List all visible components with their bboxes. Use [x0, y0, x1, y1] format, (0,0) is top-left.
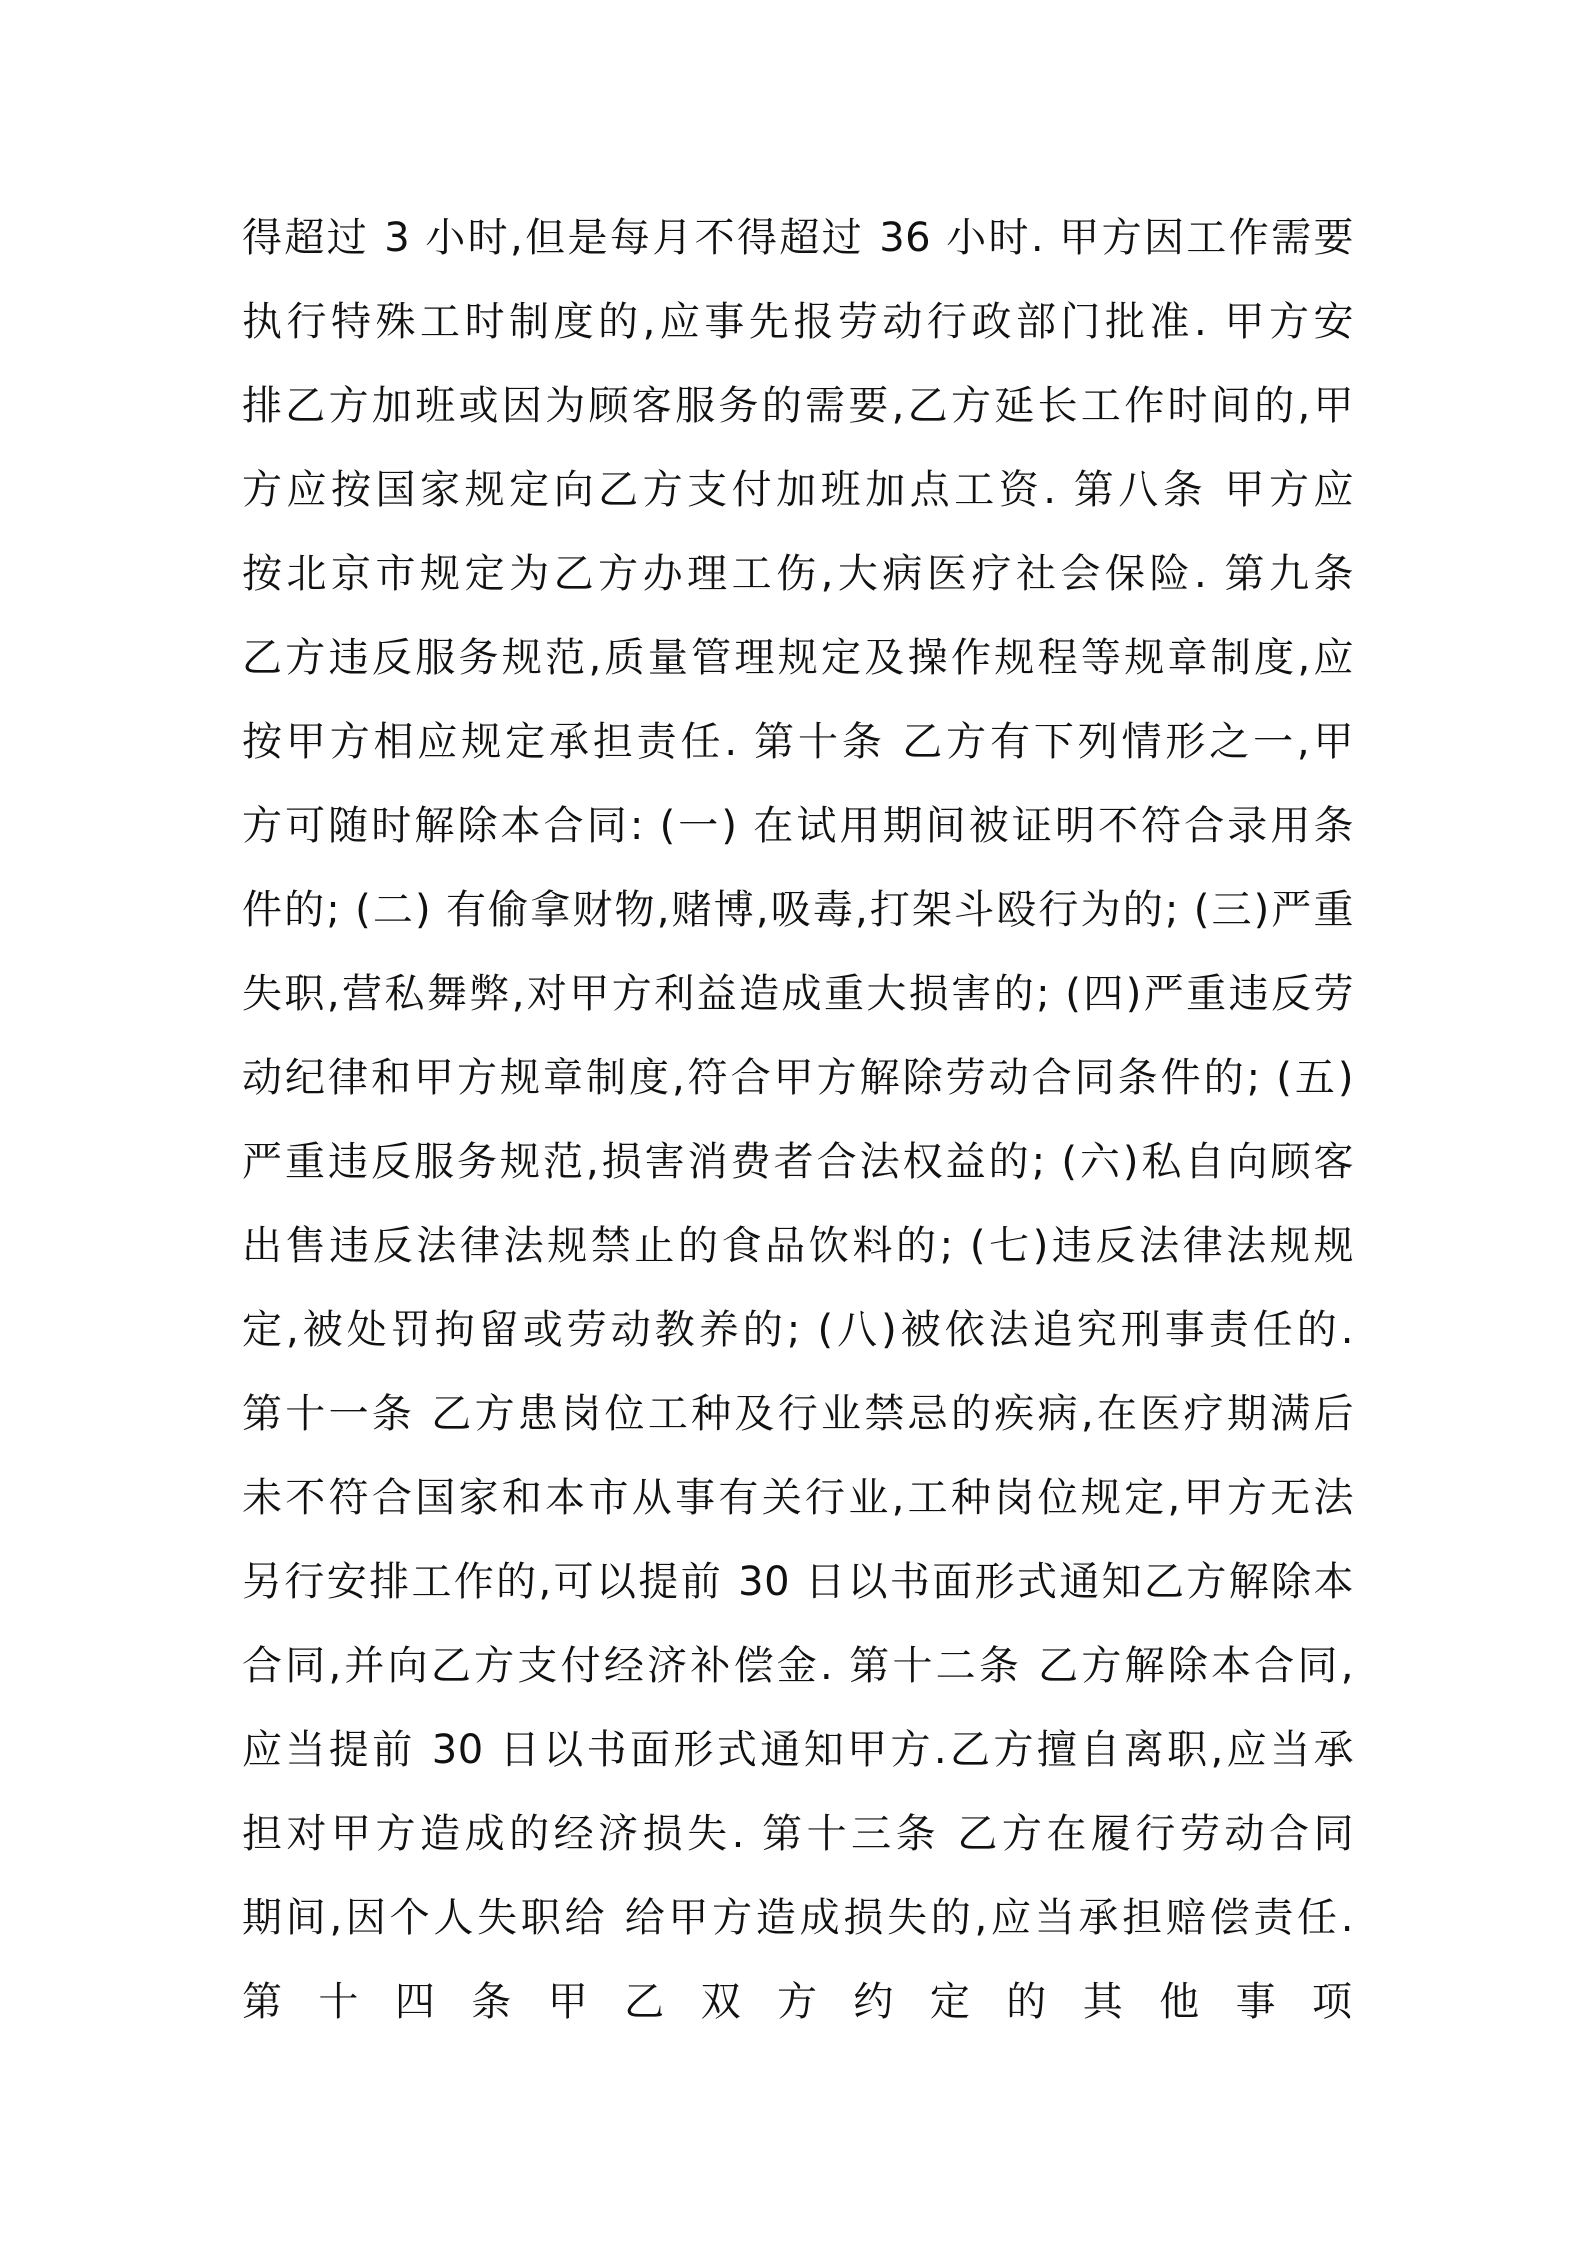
text-line: 另行安排工作的,可以提前 30 日以书面形式通知乙方解除本 [242, 1559, 1354, 1605]
text-line: 期间,因个人失职给 给甲方造成损失的,应当承担赔偿责任. [242, 1895, 1354, 1941]
text-line: 得超过 3 小时,但是每月不得超过 36 小时. 甲方因工作需要 [242, 215, 1354, 261]
contract-text-block [242, 196, 1354, 2044]
text-line: 按北京市规定为乙方办理工伤,大病医疗社会保险. 第九条 [242, 551, 1354, 597]
text-line: 执行特殊工时制度的,应事先报劳动行政部门批准. 甲方安 [242, 299, 1354, 345]
text-line: 严重违反服务规范,损害消费者合法权益的; (六)私自向顾客 [242, 1139, 1354, 1185]
text-line: 排乙方加班或因为顾客服务的需要,乙方延长工作时间的,甲 [242, 383, 1354, 429]
text-line: 按甲方相应规定承担责任. 第十条 乙方有下列情形之一,甲 [242, 719, 1354, 765]
text-line: 未不符合国家和本市从事有关行业,工种岗位规定,甲方无法 [242, 1475, 1354, 1521]
text-line: 定,被处罚拘留或劳动教养的; (八)被依法追究刑事责任的. [242, 1307, 1354, 1353]
text-line: 件的; (二) 有偷拿财物,赌博,吸毒,打架斗殴行为的; (三)严重 [242, 887, 1354, 933]
text-line: 动纪律和甲方规章制度,符合甲方解除劳动合同条件的; (五) [242, 1055, 1354, 1101]
text-line: 担对甲方造成的经济损失. 第十三条 乙方在履行劳动合同 [242, 1811, 1354, 1857]
text-line: 出售违反法律法规禁止的食品饮料的; (七)违反法律法规规 [242, 1223, 1354, 1269]
text-line: 第十一条 乙方患岗位工种及行业禁忌的疾病,在医疗期满后 [242, 1391, 1354, 1437]
text-line-article-14: 第 十 四 条 甲 乙 双 方 约 定 的 其 他 事 项 [242, 1979, 1354, 2025]
text-line: 应当提前 30 日以书面形式通知甲方.乙方擅自离职,应当承 [242, 1727, 1354, 1773]
text-line: 方应按国家规定向乙方支付加班加点工资. 第八条 甲方应 [242, 467, 1354, 513]
text-line: 乙方违反服务规范,质量管理规定及操作规程等规章制度,应 [242, 635, 1354, 681]
text-line: 合同,并向乙方支付经济补偿金. 第十二条 乙方解除本合同, [242, 1643, 1354, 1689]
text-line: 方可随时解除本合同: (一) 在试用期间被证明不符合录用条 [242, 803, 1354, 849]
text-line: 失职,营私舞弊,对甲方利益造成重大损害的; (四)严重违反劳 [242, 971, 1354, 1017]
